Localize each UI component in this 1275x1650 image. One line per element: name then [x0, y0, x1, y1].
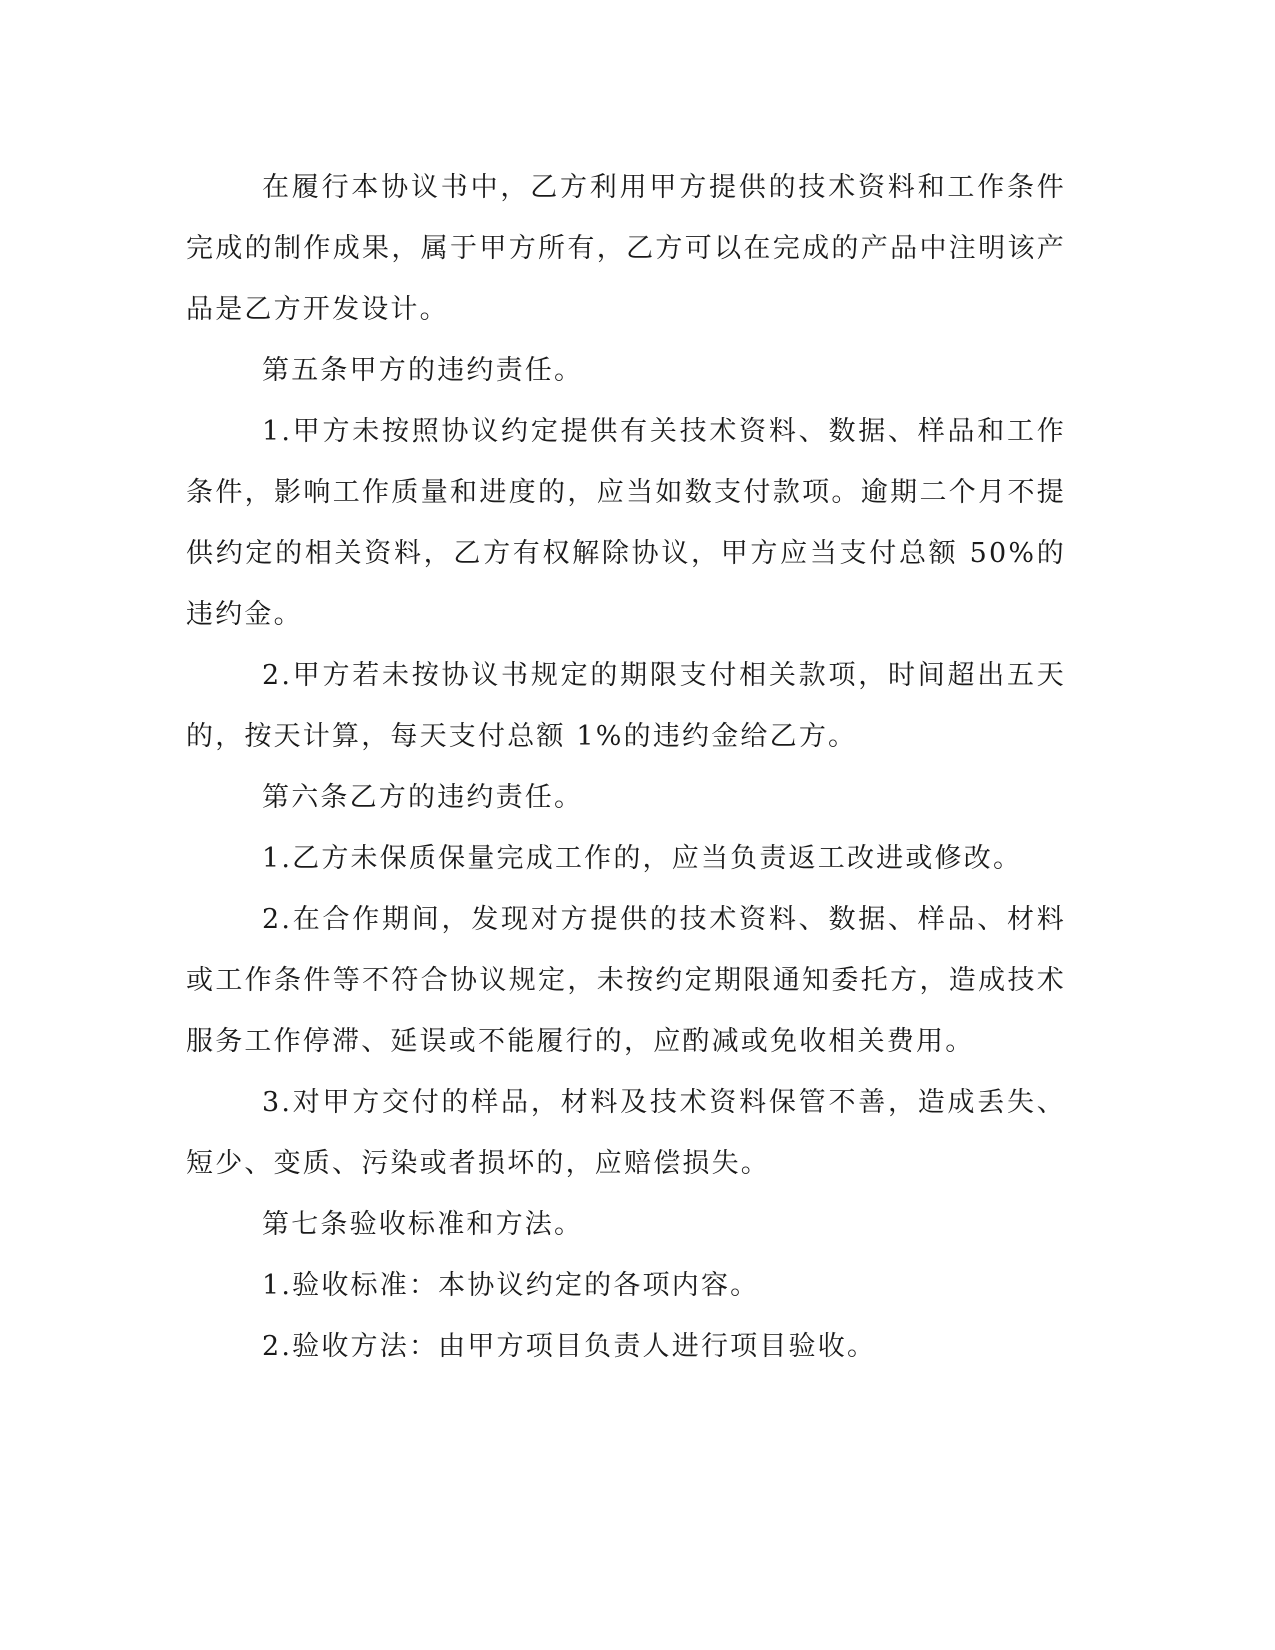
heading-article-7: 第七条验收标准和方法。 — [262, 1209, 584, 1240]
paragraph-article-5-item-1: 1.甲方未按照协议约定提供有关技术资料、数据、样品和工作条件，影响工作质量和进度的，应当如数支付款项。逾期二个月不提供约定的相关资料，乙方有权解除协议，甲方应当支付总额 50%的违约金。 — [186, 416, 1066, 630]
paragraph-article-6-item-3: 3.对甲方交付的样品，材料及技术资料保管不善，造成丢失、短少、变质、污染或者损坏的，应赔偿损失。 — [186, 1087, 1066, 1179]
paragraph-article-7-item-1: 1.验收标准：本协议约定的各项内容。 — [262, 1270, 760, 1301]
paragraph-ownership: 在履行本协议书中，乙方利用甲方提供的技术资料和工作条件完成的制作成果，属于甲方所有，乙方可以在完成的产品中注明该产品是乙方开发设计。 — [186, 172, 1066, 325]
paragraph-article-6-item-2: 2.在合作期间，发现对方提供的技术资料、数据、样品、材料或工作条件等不符合协议规定，未按约定期限通知委托方，造成技术服务工作停滞、延误或不能履行的，应酌减或免收相关费用。 — [186, 904, 1066, 1057]
document-body — [186, 157, 1066, 1377]
paragraph-article-5-item-2: 2.甲方若未按协议书规定的期限支付相关款项，时间超出五天的，按天计算，每天支付总额 1%的违约金给乙方。 — [186, 660, 1066, 752]
paragraph-article-6-item-1: 1.乙方未保质保量完成工作的，应当负责返工改进或修改。 — [262, 843, 1023, 874]
heading-article-6: 第六条乙方的违约责任。 — [262, 782, 584, 813]
heading-article-5: 第五条甲方的违约责任。 — [262, 355, 584, 386]
paragraph-article-7-item-2: 2.验收方法：由甲方项目负责人进行项目验收。 — [262, 1331, 877, 1362]
